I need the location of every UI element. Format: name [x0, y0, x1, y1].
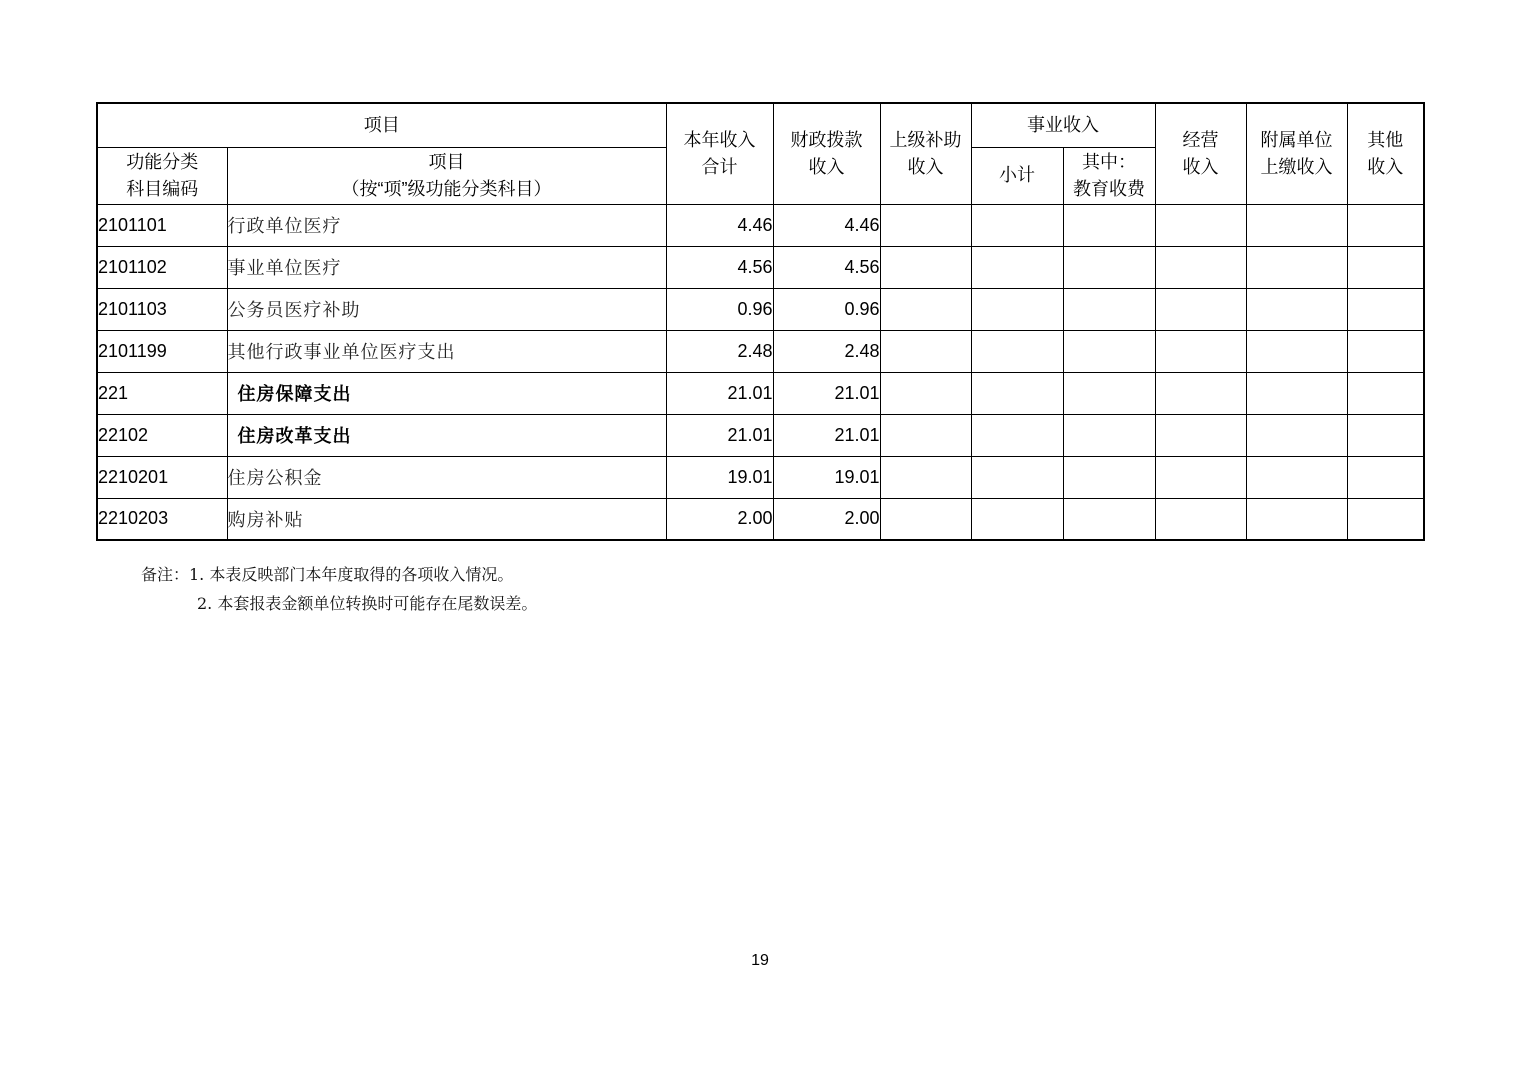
cell-fiscal: 0.96 — [773, 288, 880, 330]
cell-operating — [1155, 288, 1246, 330]
cell-fiscal: 4.56 — [773, 246, 880, 288]
cell-subtotal — [971, 498, 1063, 540]
cell-education — [1063, 246, 1155, 288]
cell-name: 行政单位医疗 — [227, 204, 666, 246]
cell-superior — [880, 456, 971, 498]
cell-total: 21.01 — [666, 372, 773, 414]
cell-name: 公务员医疗补助 — [227, 288, 666, 330]
cell-education — [1063, 498, 1155, 540]
cell-other — [1347, 288, 1424, 330]
cell-superior — [880, 246, 971, 288]
cell-education — [1063, 456, 1155, 498]
table-row — [97, 414, 1424, 456]
cell-name: 购房补贴 — [227, 498, 666, 540]
cell-other — [1347, 414, 1424, 456]
page-number: 19 — [751, 952, 769, 969]
note-line-1: 备注：1. 本表反映部门本年度取得的各项收入情况。 — [141, 565, 514, 584]
cell-superior — [880, 330, 971, 372]
cell-other — [1347, 456, 1424, 498]
header-fiscal: 财政拨款 收入 — [773, 103, 880, 204]
cell-code: 2210203 — [97, 498, 227, 540]
cell-name: 住房改革支出 — [227, 414, 666, 456]
note-line-2: 2. 本套报表金额单位转换时可能存在尾数误差。 — [197, 594, 538, 613]
cell-total: 4.56 — [666, 246, 773, 288]
cell-subtotal — [971, 372, 1063, 414]
cell-fiscal: 2.00 — [773, 498, 880, 540]
cell-fiscal: 21.01 — [773, 372, 880, 414]
cell-code: 2101101 — [97, 204, 227, 246]
notes — [141, 560, 537, 618]
cell-fiscal: 19.01 — [773, 456, 880, 498]
header-business: 事业收入 — [971, 103, 1155, 147]
cell-affiliated — [1246, 498, 1347, 540]
cell-code: 221 — [97, 372, 227, 414]
table-row — [97, 246, 1424, 288]
cell-code: 2210201 — [97, 456, 227, 498]
header-func-code: 功能分类 科目编码 — [97, 147, 227, 204]
cell-fiscal: 21.01 — [773, 414, 880, 456]
cell-affiliated — [1246, 204, 1347, 246]
table-row — [97, 330, 1424, 372]
header-total: 本年收入 合计 — [666, 103, 773, 204]
cell-superior — [880, 498, 971, 540]
cell-affiliated — [1246, 288, 1347, 330]
header-affiliated: 附属单位 上缴收入 — [1246, 103, 1347, 204]
cell-operating — [1155, 246, 1246, 288]
header-project: 项目 — [97, 103, 666, 147]
header-operating: 经营 收入 — [1155, 103, 1246, 204]
cell-education — [1063, 330, 1155, 372]
cell-education — [1063, 288, 1155, 330]
cell-name: 事业单位医疗 — [227, 246, 666, 288]
cell-total: 19.01 — [666, 456, 773, 498]
cell-total: 0.96 — [666, 288, 773, 330]
cell-operating — [1155, 372, 1246, 414]
cell-total: 2.00 — [666, 498, 773, 540]
cell-affiliated — [1246, 246, 1347, 288]
cell-total: 2.48 — [666, 330, 773, 372]
cell-code: 2101102 — [97, 246, 227, 288]
header-superior: 上级补助 收入 — [880, 103, 971, 204]
cell-education — [1063, 414, 1155, 456]
table-body — [97, 204, 1424, 540]
cell-fiscal: 4.46 — [773, 204, 880, 246]
cell-affiliated — [1246, 372, 1347, 414]
cell-subtotal — [971, 414, 1063, 456]
table-row — [97, 456, 1424, 498]
cell-subtotal — [971, 330, 1063, 372]
cell-other — [1347, 330, 1424, 372]
cell-affiliated — [1246, 414, 1347, 456]
header-education: 其中： 教育收费 — [1063, 147, 1155, 204]
cell-other — [1347, 372, 1424, 414]
cell-subtotal — [971, 456, 1063, 498]
cell-operating — [1155, 204, 1246, 246]
table-row — [97, 372, 1424, 414]
table-row — [97, 498, 1424, 540]
header-item: 项目 （按“项”级功能分类科目） — [227, 147, 666, 204]
cell-education — [1063, 372, 1155, 414]
table-row — [97, 288, 1424, 330]
cell-other — [1347, 246, 1424, 288]
cell-other — [1347, 498, 1424, 540]
cell-total: 21.01 — [666, 414, 773, 456]
cell-code: 22102 — [97, 414, 227, 456]
cell-affiliated — [1246, 456, 1347, 498]
cell-name: 住房保障支出 — [227, 372, 666, 414]
cell-name: 住房公积金 — [227, 456, 666, 498]
cell-operating — [1155, 414, 1246, 456]
cell-operating — [1155, 330, 1246, 372]
cell-total: 4.46 — [666, 204, 773, 246]
cell-education — [1063, 204, 1155, 246]
cell-affiliated — [1246, 330, 1347, 372]
cell-subtotal — [971, 288, 1063, 330]
cell-superior — [880, 372, 971, 414]
income-table — [96, 102, 1425, 541]
header-subtotal: 小计 — [971, 147, 1063, 204]
cell-superior — [880, 288, 971, 330]
cell-operating — [1155, 498, 1246, 540]
cell-superior — [880, 204, 971, 246]
cell-code: 2101199 — [97, 330, 227, 372]
cell-fiscal: 2.48 — [773, 330, 880, 372]
table-row — [97, 204, 1424, 246]
cell-subtotal — [971, 246, 1063, 288]
cell-operating — [1155, 456, 1246, 498]
cell-other — [1347, 204, 1424, 246]
cell-superior — [880, 414, 971, 456]
header-other: 其他 收入 — [1347, 103, 1424, 204]
cell-subtotal — [971, 204, 1063, 246]
cell-code: 2101103 — [97, 288, 227, 330]
cell-name: 其他行政事业单位医疗支出 — [227, 330, 666, 372]
